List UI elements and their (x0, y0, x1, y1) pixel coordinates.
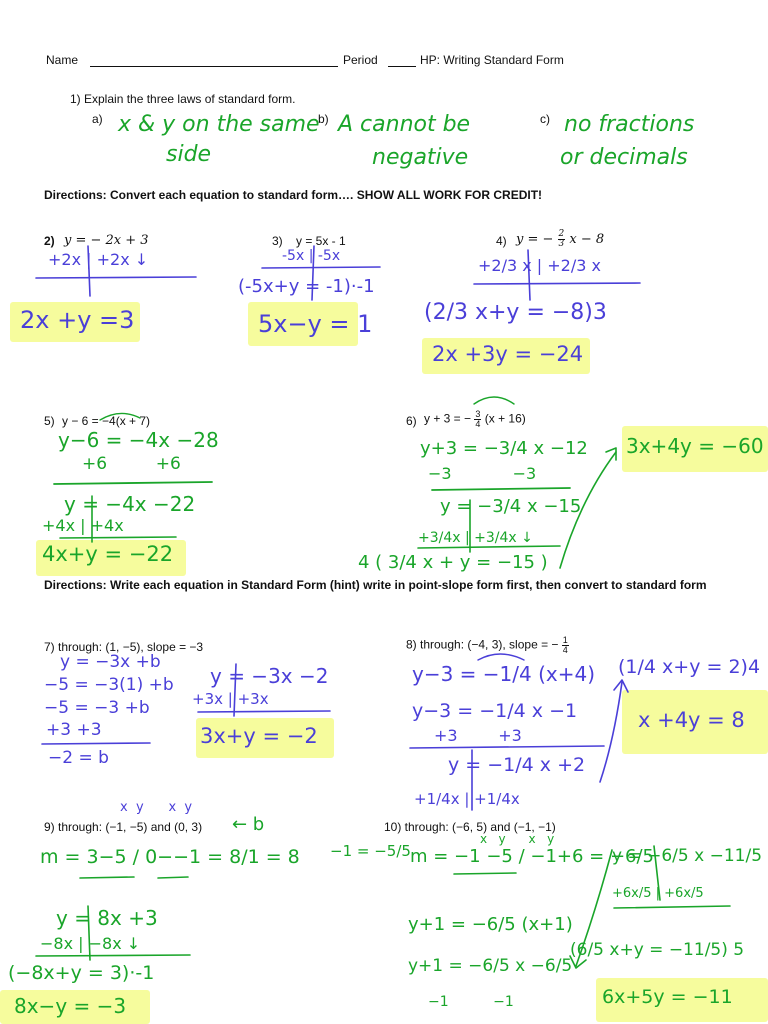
q1b-label: b) (318, 112, 329, 126)
p3-equation: y = 5x - 1 (296, 234, 346, 248)
p8-label: 8) through: (−4, 3), slope = − $\frac{1}{4}$ (406, 635, 568, 655)
p6-work-1: y+3 = −3/4 x −12 (420, 438, 588, 459)
p9-work-2: y = 8x +3 (56, 906, 158, 930)
p9-underline (36, 955, 190, 956)
p2-work-1: +2x | +2x ↓ (48, 250, 149, 269)
p9-work-1: m = 3−5 / 0−−1 = 8/1 = 8 (40, 846, 300, 868)
p5-label: 5) (44, 414, 55, 428)
p5-underline-2 (60, 537, 176, 538)
period-label: Period (343, 53, 378, 67)
p7-underline-b (42, 743, 150, 744)
p8-work-2: y−3 = −1/4 x −1 (412, 700, 578, 722)
p2-equation: y = − 2x + 3 (64, 233, 149, 248)
p2-work-divider (88, 246, 90, 296)
p10-label: 10) through: (−6, 5) and (−1, −1) (384, 820, 556, 834)
p9-xy-note: x y x y (120, 800, 193, 815)
p3-label: 3) (272, 234, 283, 248)
p6-equation: y + 3 = − $\frac{3}{4}$ (x + 16) (424, 409, 526, 429)
p4-underline (474, 283, 640, 284)
p5-work-3: y = −4x −22 (64, 492, 196, 516)
p4-equation: y = − $\frac{2}{3}$ x − 8 (516, 229, 605, 249)
p2-underline (36, 277, 196, 278)
p6-work-3: y = −3/4 x −15 (440, 496, 582, 517)
p10-work-5: y = −6/5 x −11/5 (612, 846, 763, 866)
p4-work-2: (2/3 x+y = −8)3 (424, 300, 607, 325)
p3-work-2: (-5x+y = -1)·-1 (238, 276, 375, 297)
p9-work-3: −8x | −8x ↓ (40, 934, 141, 953)
p6-arrow-shaft (560, 452, 616, 568)
p7-answer: 3x+y = −2 (200, 724, 318, 748)
p8-answer: x +4y = 8 (638, 708, 745, 732)
p10-work-divider (654, 846, 660, 900)
p9-work-divider (88, 906, 90, 960)
p4-work-1: +2/3 x | +2/3 x (478, 256, 601, 275)
p10-work-2: y+1 = −6/5 (x+1) (408, 914, 573, 935)
p10-xy-note: x y x y (480, 832, 555, 846)
p6-underline-1 (432, 488, 570, 490)
directions-point-slope: Directions: Write each equation in Standard Form (hint) write in point-slope form first, then convert to standard form (44, 578, 707, 592)
p5-equation: y − 6 = −4(x + 7) (62, 414, 151, 428)
q1a-answer-line1: x & y on the same (118, 112, 320, 137)
p9-b-note: ← b (232, 814, 265, 835)
worksheet-title: HP: Writing Standard Form (420, 53, 564, 67)
p8-fraction: $\frac{1}{4}$ (562, 635, 568, 655)
p6-answer: 3x+4y = −60 (626, 434, 764, 458)
p8-work-4: y = −1/4 x +2 (448, 754, 586, 776)
p6-underline-2 (418, 546, 560, 548)
p4-answer: 2x +3y = −24 (432, 342, 584, 366)
p10-work-7: (6/5 x+y = −11/5) 5 (570, 940, 745, 960)
q1a-label: a) (92, 112, 103, 126)
p6-work-5: 4 ( 3/4 x + y = −15 ) (358, 552, 548, 573)
p8-work-1: y−3 = −1/4 (x+4) (412, 662, 596, 686)
p5-work-2: +6 +6 (82, 454, 181, 474)
p8-work-6: (1/4 x+y = 2)4 (618, 656, 761, 678)
p10-underline (614, 906, 730, 908)
p3-underline (262, 267, 380, 268)
p3-work-1: -5x | -5x (282, 248, 341, 264)
p9-answer: 8x−y = −3 (14, 994, 127, 1018)
p6-equation-fraction: $\frac{3}{4}$ (475, 409, 481, 429)
p2-answer: 2x +y =3 (20, 306, 135, 334)
p6-label: 6) (406, 414, 417, 428)
p7-work-3: −5 = −3 +b (44, 698, 150, 718)
p7-work-5: −2 = b (48, 748, 109, 768)
p9-fraction-bar-2 (158, 877, 188, 878)
p5-distribute-arc (100, 413, 140, 420)
directions-convert: Directions: Convert each equation to standard form…. SHOW ALL WORK FOR CREDIT! (44, 188, 543, 202)
p4-label: 4) (496, 234, 507, 248)
p8-work-5: +1/4x | +1/4x (414, 790, 520, 808)
p5-underline-1 (54, 482, 212, 484)
p4-equation-fraction: $\frac{2}{3}$ (558, 229, 565, 249)
p7-work-4: +3 +3 (46, 720, 102, 740)
p10-work-1: m = −1 −5 / −1+6 = −6/5 (410, 846, 655, 867)
q1c-answer-line1: no fractions (564, 112, 695, 137)
p9-work-4: (−8x+y = 3)·-1 (8, 962, 155, 984)
name-label: Name (46, 53, 79, 67)
p6-work-2: −3 −3 (428, 464, 537, 483)
p8-distribute-arc (478, 654, 524, 660)
p10-answer: 6x+5y = −11 (602, 986, 733, 1008)
p10-side-note: −1 = −5/5 (330, 842, 411, 860)
p3-answer: 5x−y = 1 (258, 310, 373, 338)
p8-underline-1 (410, 746, 604, 748)
p7-label: 7) through: (1, −5), slope = −3 (44, 640, 204, 654)
p3-work-divider (312, 246, 314, 300)
q1b-answer-line2: negative (372, 145, 469, 170)
p7-work-7: +3x | +3x (192, 690, 269, 708)
p6-work-4: +3/4x | +3/4x ↓ (418, 530, 533, 546)
p6-distribute-arc (474, 397, 514, 404)
p10-arrow-shaft (576, 850, 612, 966)
p7-work-1: y = −3x +b (60, 652, 161, 672)
q1b-answer-line1: A cannot be (338, 112, 471, 137)
p7-work-6: y = −3x −2 (210, 664, 329, 688)
p8-arrow-shaft (600, 682, 622, 782)
q1-prompt: 1) Explain the three laws of standard form. (70, 92, 296, 106)
p10-work-6: +6x/5 | +6x/5 (612, 886, 704, 901)
q1c-answer-line2: or decimals (560, 145, 688, 170)
q1c-label: c) (540, 112, 550, 126)
p5-answer: 4x+y = −22 (42, 542, 174, 566)
q1a-answer-line2: side (166, 142, 212, 167)
p2-label: 2) (44, 234, 55, 248)
p5-work-4: +4x | +4x (42, 516, 124, 535)
p9-fraction-bar-1 (80, 877, 134, 878)
p4-work-divider (528, 250, 530, 300)
p7-work-2: −5 = −3(1) +b (44, 675, 174, 695)
p10-fraction-bar (454, 873, 516, 874)
p10-work-3: y+1 = −6/5 x −6/5 (408, 956, 573, 976)
p9-label: 9) through: (−1, −5) and (0, 3) (44, 820, 203, 834)
p10-work-4: −1 −1 (428, 994, 514, 1010)
p7-work-divider (234, 664, 236, 716)
p7-underline (198, 711, 330, 712)
p8-work-3: +3 +3 (434, 726, 522, 745)
p5-work-1: y−6 = −4x −28 (58, 428, 219, 452)
